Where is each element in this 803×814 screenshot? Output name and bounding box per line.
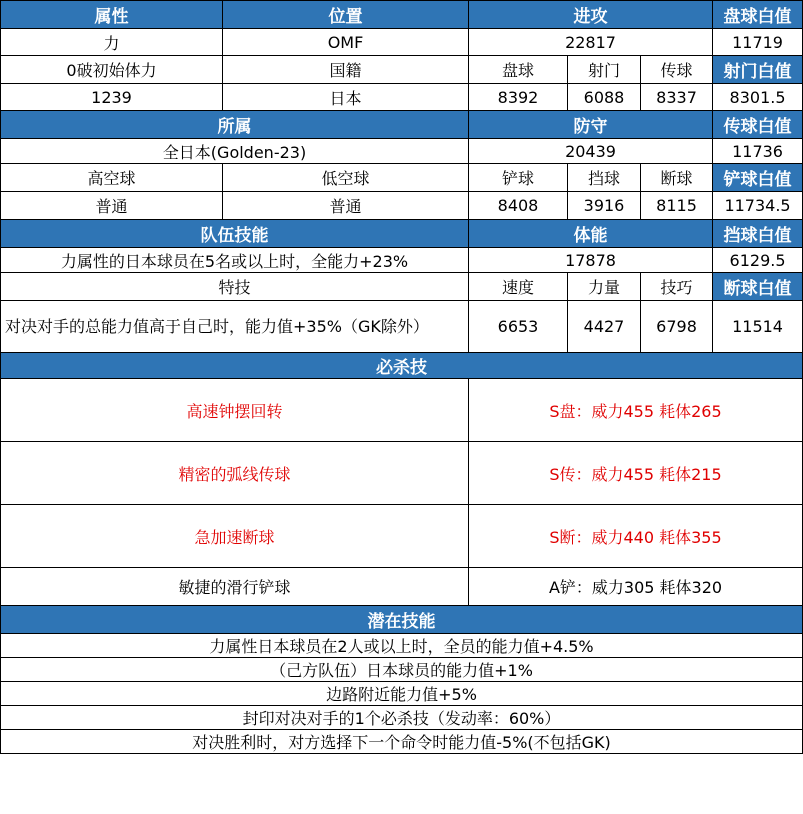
potential-skills-title: 潜在技能 [1, 606, 803, 634]
low-ball-label: 低空球 [223, 164, 469, 192]
special-move-stats: A铲：威力305 耗体320 [469, 568, 803, 606]
special-move-name: 急加速断球 [1, 505, 469, 568]
position-value: OMF [223, 29, 469, 56]
speed-label: 速度 [469, 273, 568, 301]
header-pass-white: 传球白值 [713, 111, 803, 139]
pass-white-value: 11736 [713, 139, 803, 164]
potential-skill-row [1, 706, 803, 730]
tackle-value: 8408 [469, 192, 568, 220]
tackle-label: 铲球 [469, 164, 568, 192]
header-intercept-white: 断球白值 [713, 273, 803, 301]
block-label: 挡球 [568, 164, 641, 192]
shoot-value: 6088 [568, 84, 641, 111]
pass-value: 8337 [641, 84, 713, 111]
special-move-row [1, 442, 803, 505]
defense-value: 20439 [469, 139, 713, 164]
potential-skill-text: 封印对决对手的1个必杀技（发动率：60%） [1, 706, 803, 730]
potential-skill-text: 对决胜利时，对方选择下一个命令时能力值-5%(不包括GK) [1, 730, 803, 754]
dribble-white-value: 11719 [713, 29, 803, 56]
pass-label: 传球 [641, 56, 713, 84]
intercept-label: 断球 [641, 164, 713, 192]
team-skill-value: 力属性的日本球员在5名或以上时，全能力+23% [1, 248, 469, 273]
special-move-name: 敏捷的滑行铲球 [1, 568, 469, 606]
technique-value: 6798 [641, 301, 713, 353]
power-value: 4427 [568, 301, 641, 353]
low-ball-value: 普通 [223, 192, 469, 220]
base-stamina-label: 0破初始体力 [1, 56, 223, 84]
potential-skill-row [1, 730, 803, 754]
special-move-stats: S盘：威力455 耗体265 [469, 379, 803, 442]
special-move-row [1, 505, 803, 568]
special-move-stats: S传：威力455 耗体215 [469, 442, 803, 505]
header-dribble-white: 盘球白值 [713, 1, 803, 29]
potential-skill-text: （己方队伍）日本球员的能力值+1% [1, 658, 803, 682]
shoot-white-value: 8301.5 [713, 84, 803, 111]
header-team-skill: 队伍技能 [1, 220, 469, 248]
block-white-value: 6129.5 [713, 248, 803, 273]
header-attack: 进攻 [469, 1, 713, 29]
intercept-white-value: 11514 [713, 301, 803, 353]
speed-value: 6653 [469, 301, 568, 353]
special-label: 特技 [1, 273, 469, 301]
shoot-label: 射门 [568, 56, 641, 84]
special-move-row [1, 379, 803, 442]
technique-label: 技巧 [641, 273, 713, 301]
dribble-value: 8392 [469, 84, 568, 111]
nationality-label: 国籍 [223, 56, 469, 84]
header-tackle-white: 铲球白值 [713, 164, 803, 192]
attack-value: 22817 [469, 29, 713, 56]
special-value: 对决对手的总能力值高于自己时，能力值+35%（GK除外） [1, 301, 469, 353]
power-label: 力量 [568, 273, 641, 301]
potential-skill-text: 边路附近能力值+5% [1, 682, 803, 706]
tackle-white-value: 11734.5 [713, 192, 803, 220]
header-shoot-white: 射门白值 [713, 56, 803, 84]
header-affiliation: 所属 [1, 111, 469, 139]
potential-skill-row [1, 658, 803, 682]
potential-skill-row [1, 682, 803, 706]
special-move-stats: S断：威力440 耗体355 [469, 505, 803, 568]
special-move-row [1, 568, 803, 606]
dribble-label: 盘球 [469, 56, 568, 84]
affiliation-value: 全日本(Golden-23) [1, 139, 469, 164]
nationality-value: 日本 [223, 84, 469, 111]
high-ball-value: 普通 [1, 192, 223, 220]
high-ball-label: 高空球 [1, 164, 223, 192]
header-position: 位置 [223, 1, 469, 29]
intercept-value: 8115 [641, 192, 713, 220]
header-stamina: 体能 [469, 220, 713, 248]
block-value: 3916 [568, 192, 641, 220]
header-defense: 防守 [469, 111, 713, 139]
potential-skill-row [1, 634, 803, 658]
potential-skill-text: 力属性日本球员在2人或以上时，全员的能力值+4.5% [1, 634, 803, 658]
special-move-name: 精密的弧线传球 [1, 442, 469, 505]
special-moves-title: 必杀技 [1, 353, 803, 379]
stamina-value: 17878 [469, 248, 713, 273]
base-stamina-value: 1239 [1, 84, 223, 111]
header-attribute: 属性 [1, 1, 223, 29]
header-block-white: 挡球白值 [713, 220, 803, 248]
attribute-value: 力 [1, 29, 223, 56]
special-move-name: 高速钟摆回转 [1, 379, 469, 442]
